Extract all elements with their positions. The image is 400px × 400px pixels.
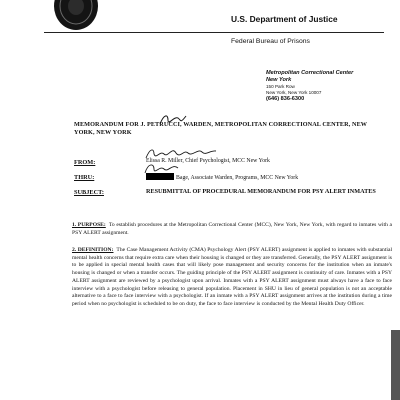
facility-name-line1: Metropolitan Correctional Center [266, 70, 354, 76]
purpose-text: To establish procedures at the Metropolitan Correctional Center (MCC), New York, New York, with regard to inmates with a PSY ALERT assignment. [72, 222, 392, 236]
from-value: Elissa R. Miller, Chief Psychologist, MCC New York [146, 158, 270, 164]
definition-label: 2. DEFINITION: [72, 247, 114, 253]
facility-address-line1: 150 Park Row [266, 84, 295, 90]
facility-block [266, 70, 391, 103]
purpose-paragraph [72, 222, 392, 237]
thru-value-row [146, 173, 298, 181]
definition-paragraph [72, 247, 392, 309]
memo-addressee: MEMORANDUM FOR J. PETRUCCI, WARDEN, METROPOLITAN CORRECTIONAL CENTER, NEW YORK, NEW YORK [74, 121, 367, 137]
agency-name: U.S. Department of Justice [231, 14, 338, 24]
thru-label: THRU: [74, 174, 95, 181]
purpose-label: 1. PURPOSE: [72, 222, 106, 228]
doj-seal-icon [52, 0, 100, 32]
definition-text: The Case Management Activity (CMA) Psychology Alert (PSY ALERT) assignment is applied to inmates with substantial mental health concerns that require extra care when their housing is changed or they are transferred. Generally, the PSY ALERT assignment is to be applied in special mental health cases that will likely pose management and security concerns for the institution when an inmate's housing is changed or when a transfer occurs. The guiding principle of the PSY ALERT assignment is continuity of care. Inmates with a PSY ALERT assignment are reviewed by a psychologist upon arrival. Inmates with a PSY ALERT assignment must always have a face to face interview with a psychologist before releasing to general population. Placement in SHU in lieu of general population is not an acceptable alternative to a face to face interview with a psychologist. If an inmate with a PSY ALERT assignment arrives at the institution during a time period when no psychologist is scheduled to be on duty, the face to face interview is conducted by the Mental Health Duty Officer. [72, 247, 392, 307]
redaction-bar [146, 173, 174, 180]
facility-name-line2: New York [266, 77, 292, 84]
facility-address-line2: New York, New York 10007 [266, 90, 322, 96]
header-rule [44, 32, 384, 33]
subject-value: RESUBMITTAL OF PROCEDURAL MEMORANDUM FOR PSY ALERT INMATES [146, 188, 376, 195]
from-label: FROM: [74, 159, 96, 166]
thru-value: Bage, Associate Warden, Programs, MCC New York [176, 175, 299, 181]
scan-edge-mark [391, 330, 400, 400]
subject-label: SUBJECT: [74, 189, 104, 196]
facility-phone: (646) 836-6300 [266, 96, 305, 102]
bureau-name: Federal Bureau of Prisons [231, 38, 310, 45]
